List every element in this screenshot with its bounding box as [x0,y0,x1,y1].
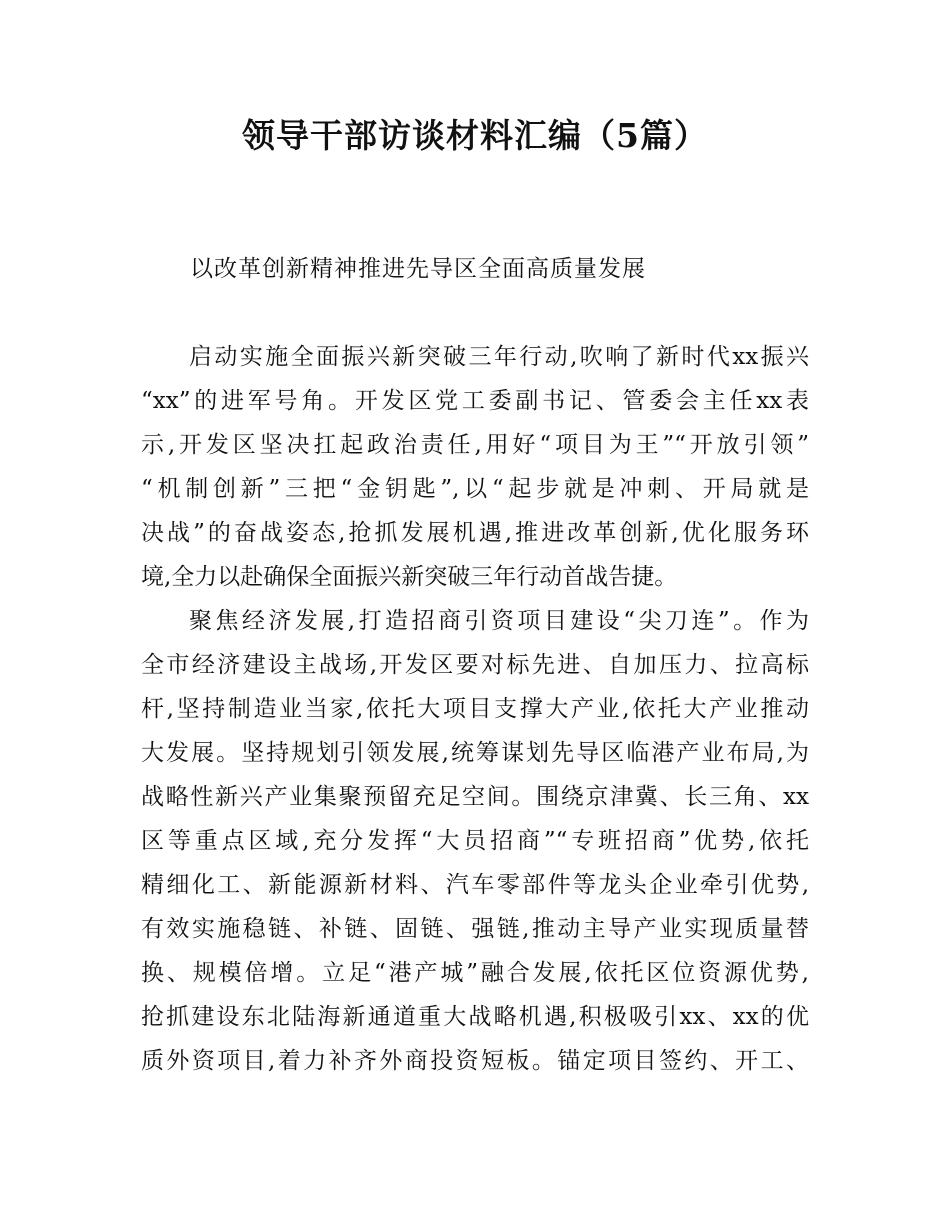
paragraph-line: “xx”的进军号角。开发区党工委副书记、管委会主任xx表 [141,388,809,414]
paragraph-line: 抢抓建设东北陆海新通道重大战略机遇,积极吸引xx、xx的优 [141,1004,809,1030]
paragraph-line: 境,全力以赴确保全面振兴新突破三年行动首战告捷。 [141,564,678,590]
paragraph-line: 全市经济建设主战场,开发区要对标先进、自加压力、拉高标 [141,652,809,678]
paragraph-line: 战略性新兴产业集聚预留充足空间。围绕京津冀、长三角、xx [141,784,809,810]
paragraph-line: 杆,坚持制造业当家,依托大项目支撑大产业,依托大产业推动 [141,696,809,722]
document-body [141,335,809,1083]
paragraph-line: 决战”的奋战姿态,抢抓发展机遇,推进改革创新,优化服务环 [141,520,809,546]
document-subtitle: 以改革创新精神推进先导区全面高质量发展 [190,256,646,282]
paragraph-line: 启动实施全面振兴新突破三年行动,吹响了新时代xx振兴 [189,344,809,370]
paragraph-line: “机制创新”三把“金钥匙”,以“起步就是冲刺、开局就是 [141,476,809,502]
paragraph-line: 示,开发区坚决扛起政治责任,用好“项目为王”“开放引领” [141,432,809,458]
paragraph-1 [141,335,809,599]
paragraph-line: 换、规模倍增。立足“港产城”融合发展,依托区位资源优势, [141,960,809,986]
paragraph-line: 大发展。坚持规划引领发展,统筹谋划先导区临港产业布局,为 [141,740,809,766]
document-title: 领导干部访谈材料汇编（5篇） [242,116,708,155]
paragraph-line: 有效实施稳链、补链、固链、强链,推动主导产业实现质量替 [141,916,809,942]
paragraph-line: 质外资项目,着力补齐外商投资短板。锚定项目签约、开工、 [141,1048,809,1074]
paragraph-line: 区等重点区域,充分发挥“大员招商”“专班招商”优势,依托 [141,828,809,854]
paragraph-line: 精细化工、新能源新材料、汽车零部件等龙头企业牵引优势, [141,872,809,898]
paragraph-line: 聚焦经济发展,打造招商引资项目建设“尖刀连”。作为 [189,608,809,634]
paragraph-2 [141,599,809,1083]
